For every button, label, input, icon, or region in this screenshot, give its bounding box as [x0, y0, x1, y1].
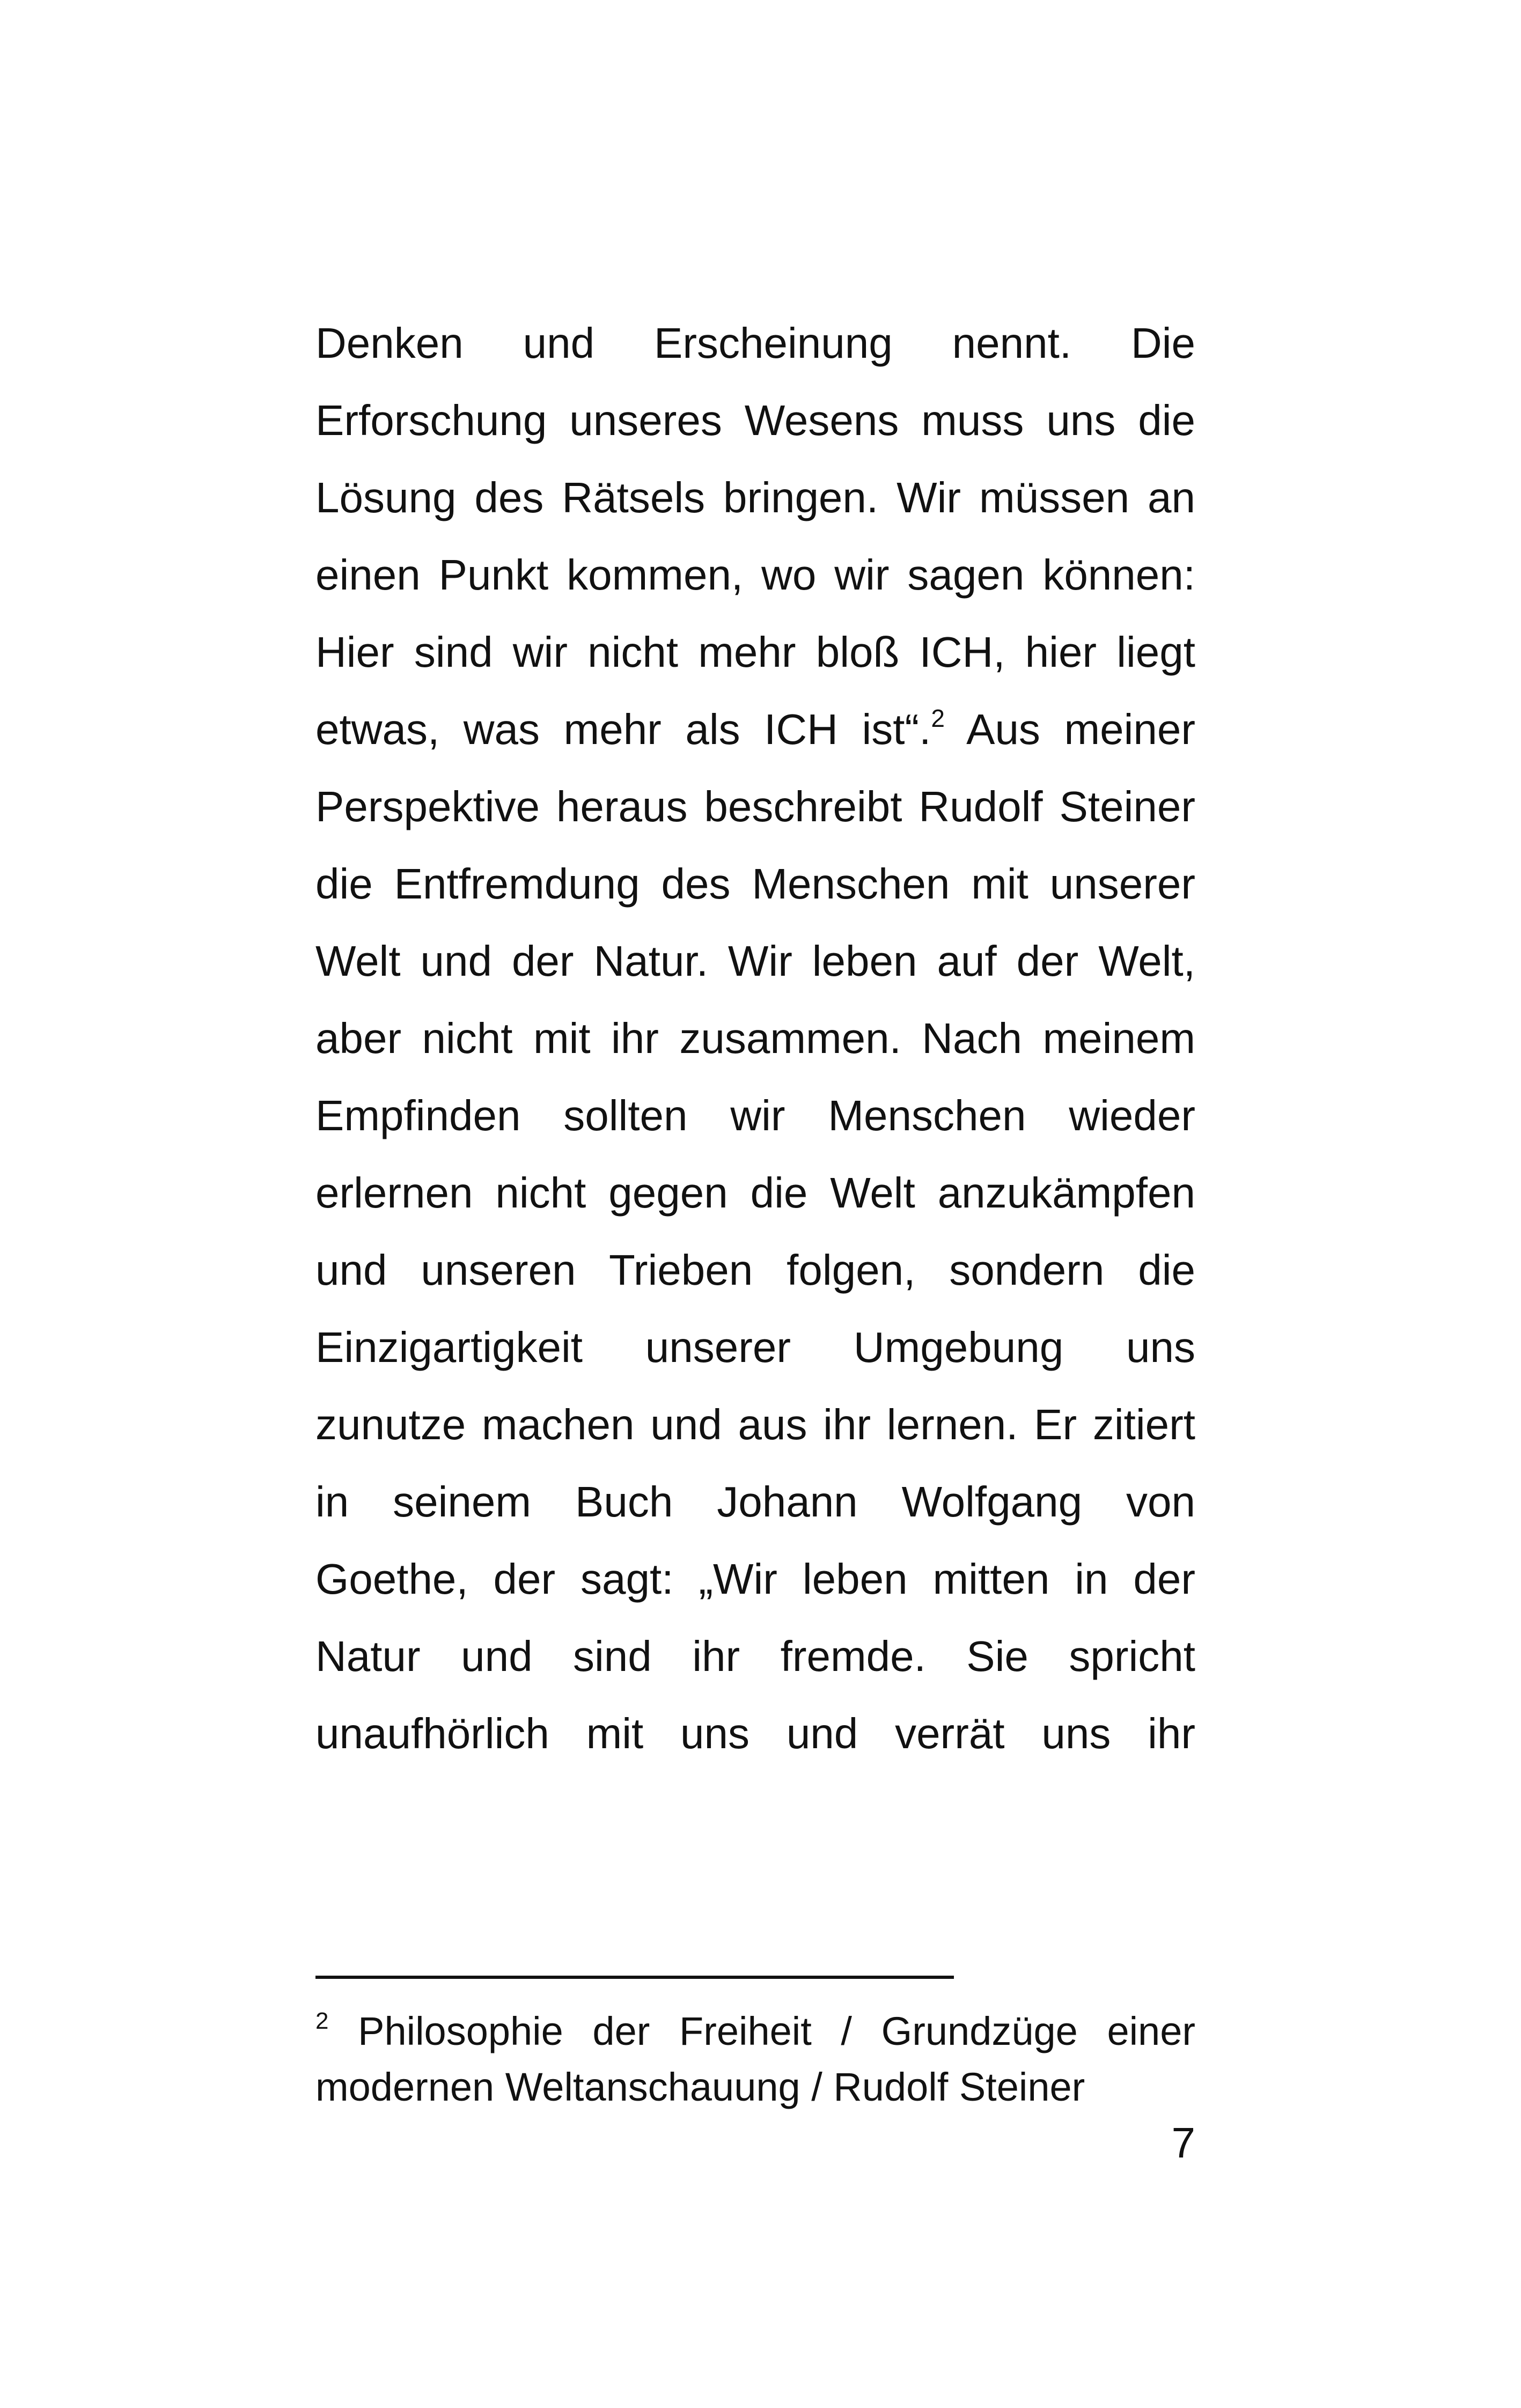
footnote	[315, 2004, 1195, 2115]
text-line: zunutze machen und aus ihr lernen. Er zitiert	[315, 1401, 1195, 1448]
text-line: und unseren Trieben folgen, sondern die	[315, 1246, 1195, 1294]
text-line: Hier sind wir nicht mehr bloß ICH, hier liegt	[315, 628, 1195, 676]
text-line: Empfinden sollten wir Menschen wieder	[315, 1092, 1195, 1139]
footnote-marker: 2	[315, 2008, 329, 2034]
text-line: Denken und Erscheinung nennt. Die	[315, 319, 1195, 367]
footnote-text: Philosophie der Freiheit / Grundzüge einer	[328, 2009, 1195, 2053]
text-line	[315, 691, 1195, 768]
text-line: Perspektive heraus beschreibt Rudolf Steiner	[315, 783, 1195, 830]
text-line: unaufhörlich mit uns und verrät uns ihr	[315, 1710, 1195, 1757]
text-line: Goethe, der sagt: „Wir leben mitten in der	[315, 1555, 1195, 1603]
text-line: einen Punkt kommen, wo wir sagen können:	[315, 551, 1195, 599]
text-line: in seinem Buch Johann Wolfgang von	[315, 1478, 1195, 1526]
text-line: Welt und der Natur. Wir leben auf der Welt,	[315, 937, 1195, 985]
text-line: die Entfremdung des Menschen mit unserer	[315, 860, 1195, 908]
text-line: Natur und sind ihr fremde. Sie spricht	[315, 1632, 1195, 1680]
text-line: Lösung des Rätsels bringen. Wir müssen an	[315, 474, 1195, 521]
footnote-reference[interactable]: 2	[931, 704, 945, 732]
text-segment: etwas, was mehr als ICH ist“.	[315, 705, 931, 753]
text-line: erlernen nicht gegen die Welt anzukämpfen	[315, 1169, 1195, 1217]
footnote-separator	[315, 1976, 954, 1979]
page-number: 7	[1171, 2119, 1195, 2167]
body-paragraph	[315, 305, 1195, 1772]
footnote-line: modernen Weltanschauung / Rudolf Steiner	[315, 2065, 1085, 2109]
text-line: aber nicht mit ihr zusammen. Nach meinem	[315, 1014, 1195, 1062]
footnote-line	[315, 2004, 1195, 2059]
text-line: Erforschung unseres Wesens muss uns die	[315, 396, 1195, 444]
text-segment: Aus meiner	[944, 705, 1196, 753]
text-line: Einzigartigkeit unserer Umgebung uns	[315, 1323, 1195, 1371]
